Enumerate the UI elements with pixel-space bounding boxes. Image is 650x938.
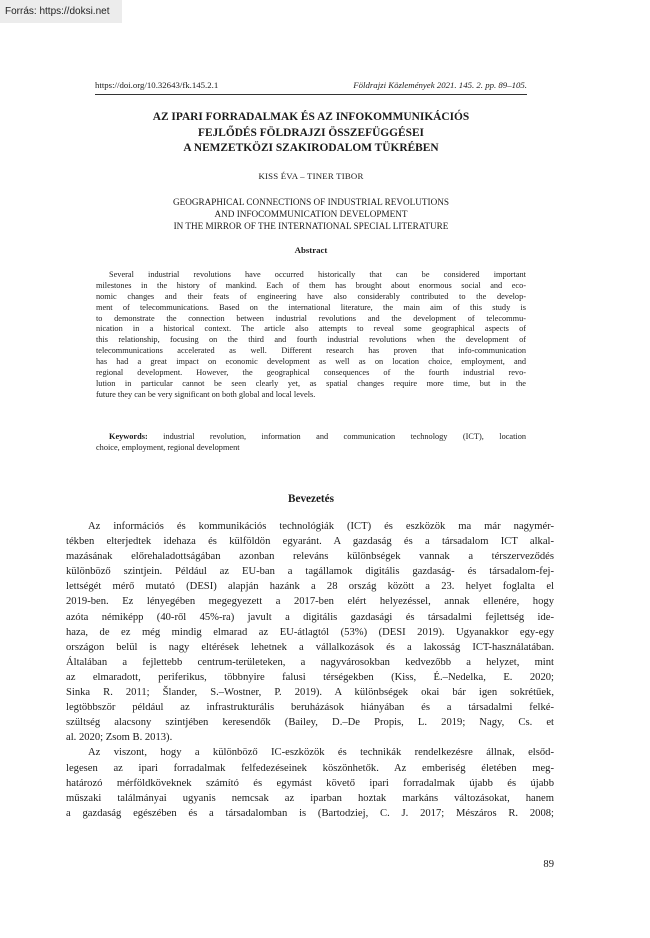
doi-link[interactable]: https://doi.org/10.32643/fk.145.2.1 (95, 80, 219, 90)
body-line: azóta némiképp (40-ről 45%-ra) javult a digitális gazdasági és társadalmi fejlettség ide- (66, 611, 554, 623)
abstract-line: this relationship, focusing on the third and fourth industrial revolutions when the development of (96, 335, 526, 345)
keywords-label: Keywords: (109, 432, 148, 441)
english-title-line: IN THE MIRROR OF THE INTERNATIONAL SPECIAL LITERATURE (173, 221, 449, 231)
body-line: országon belül is nagy eltérések lehetnek a vállalkozások és a lakosság ICT-használatában. (66, 641, 554, 653)
abstract-line: future they can be very significant on both global and local levels. (96, 389, 316, 399)
body-line: Általában a fejlettebb centrum-területeken, a nagyvárosokban kedvezőbb a helyzet, mint (66, 656, 554, 668)
body-line: Az információs és kommunikációs technológiák (ICT) és eszközök ma már nagymér- (88, 521, 554, 532)
section-heading: Bevezetés (288, 493, 334, 505)
keywords-text: industrial revolution, information and communication technology (ICT), location (163, 432, 527, 441)
abstract-line: Several industrial revolutions have occurred historically that can be considered important (109, 270, 526, 279)
body-line: műszaki találmányai ugyanis nemcsak az iparban hoztak markáns változásokat, hanem (66, 792, 554, 804)
body-line: határozó mérföldköveknek számító és egymást követő ipari forradalmak újabb és újabb (66, 777, 554, 789)
body-line: a gazdaság egészében és a társadalomban is (Bartodziej, C. J. 2017; Mészáros R. 2008; (66, 807, 554, 819)
body-line: haza, de ez még mindig elmarad az EU-átlagtól (53%) (DESI 2019). Ugyanakkor egy-egy (66, 626, 554, 638)
keywords-line: choice, employment, regional development (96, 442, 240, 452)
page-number: 89 (543, 859, 554, 870)
journal-citation: Földrajzi Közlemények 2021. 145. 2. pp. 89–105. (353, 80, 527, 90)
abstract-line: regional development. However, the geographical consequences of the fourth industrial revo- (96, 368, 526, 378)
abstract-line: ment of telecommunications. Based on the international literature, the main aim of this study is (96, 302, 526, 312)
english-title-line: GEOGRAPHICAL CONNECTIONS OF INDUSTRIAL REVOLUTIONS (173, 197, 449, 207)
abstract-line: nication in a historical context. The article also attempts to reveal some geographical aspects of (96, 324, 526, 334)
body-line: szültség alacsony szintjében keresendők (Bailey, D.–De Propis, L. 2019; Nagy, Cs. et (66, 717, 554, 729)
title-line: FEJLŐDÉS FÖLDRAJZI ÖSSZEFÜGGÉSEI (198, 126, 424, 139)
authors: KISS ÉVA – TINER TIBOR (258, 171, 364, 181)
body-line: tékben elterjedtek idehaza és külföldön egyaránt. A gazdaság és a társadalom ICT alkal- (66, 536, 554, 548)
keywords-line (96, 432, 526, 443)
body-line: lettségét mérő mutató (DESI) alapján hazánk a 28 ország között a 23. helyet foglalta el (66, 581, 554, 593)
abstract-line: nomic changes and their feats of engineering have also considerably contributed to the develop- (96, 291, 526, 301)
running-head (95, 80, 527, 90)
abstract-line: lution in particular cannot be seen clearly yet, as spatial changes require more time, but in the (96, 378, 526, 388)
body-line: legtöbbször például az infrastrukturális beruházások hiányában és a társadalmi felké- (66, 702, 554, 714)
abstract-line: milestones in the history of mankind. Each of them has brought about enormous social and eco- (96, 280, 526, 290)
body-text (66, 519, 554, 821)
title-line: A NEMZETKÖZI SZAKIRODALOM TÜKRÉBEN (183, 142, 439, 154)
abstract-line: to demonstrate the connection between industrial revolutions and the development of telecommu- (96, 313, 526, 323)
english-title (80, 196, 542, 232)
title-line: AZ IPARI FORRADALMAK ÉS AZ INFOKOMMUNIKÁCIÓS (152, 111, 470, 123)
body-line: 2019-ben. Ez lényegében megegyezett a 2017-ben elért helyezéssel, annak ellenére, hogy (66, 596, 554, 608)
body-line: az elmaradott, periferikus, többnyire falusi térségekben (Kiss, É.–Nedelka, E. 2020; (66, 671, 554, 683)
keywords (96, 432, 526, 454)
body-line: al. 2020; Zsom B. 2013). (66, 732, 173, 744)
abstract-body (96, 270, 526, 401)
abstract-line: has had a great impact on economic development as well as on location choice, employment, and (96, 357, 526, 367)
article-title (80, 110, 542, 157)
body-line: különböző szintjein. Például az EU-ban a tagállamok digitális gazdaság- és társadalom-fej- (66, 566, 554, 578)
abstract-heading: Abstract (294, 245, 328, 255)
body-line: legesen az ipari forradalmak felfedezéseinek köszönhetők. Az emberiség életében meg- (66, 762, 554, 774)
body-line: Sinka R. 2011; Šlander, S.–Wostner, P. 2019). A különbségek okai bár igen sokrétűek, (66, 687, 554, 699)
abstract-line: telecommunications accelerated as well. Different research has proven that info-communication (96, 346, 526, 356)
header-rule (95, 94, 527, 95)
source-tag: Forrás: https://doksi.net (0, 0, 122, 23)
english-title-line: AND INFOCOMMUNICATION DEVELOPMENT (214, 209, 408, 219)
body-line: mazásának előrehaladottságában azonban releváns különbségek vannak a térszerveződés (66, 551, 554, 563)
body-line: Az viszont, hogy a különböző IC-eszközök és technikák rendelkezésre állnak, elsőd- (88, 747, 554, 759)
